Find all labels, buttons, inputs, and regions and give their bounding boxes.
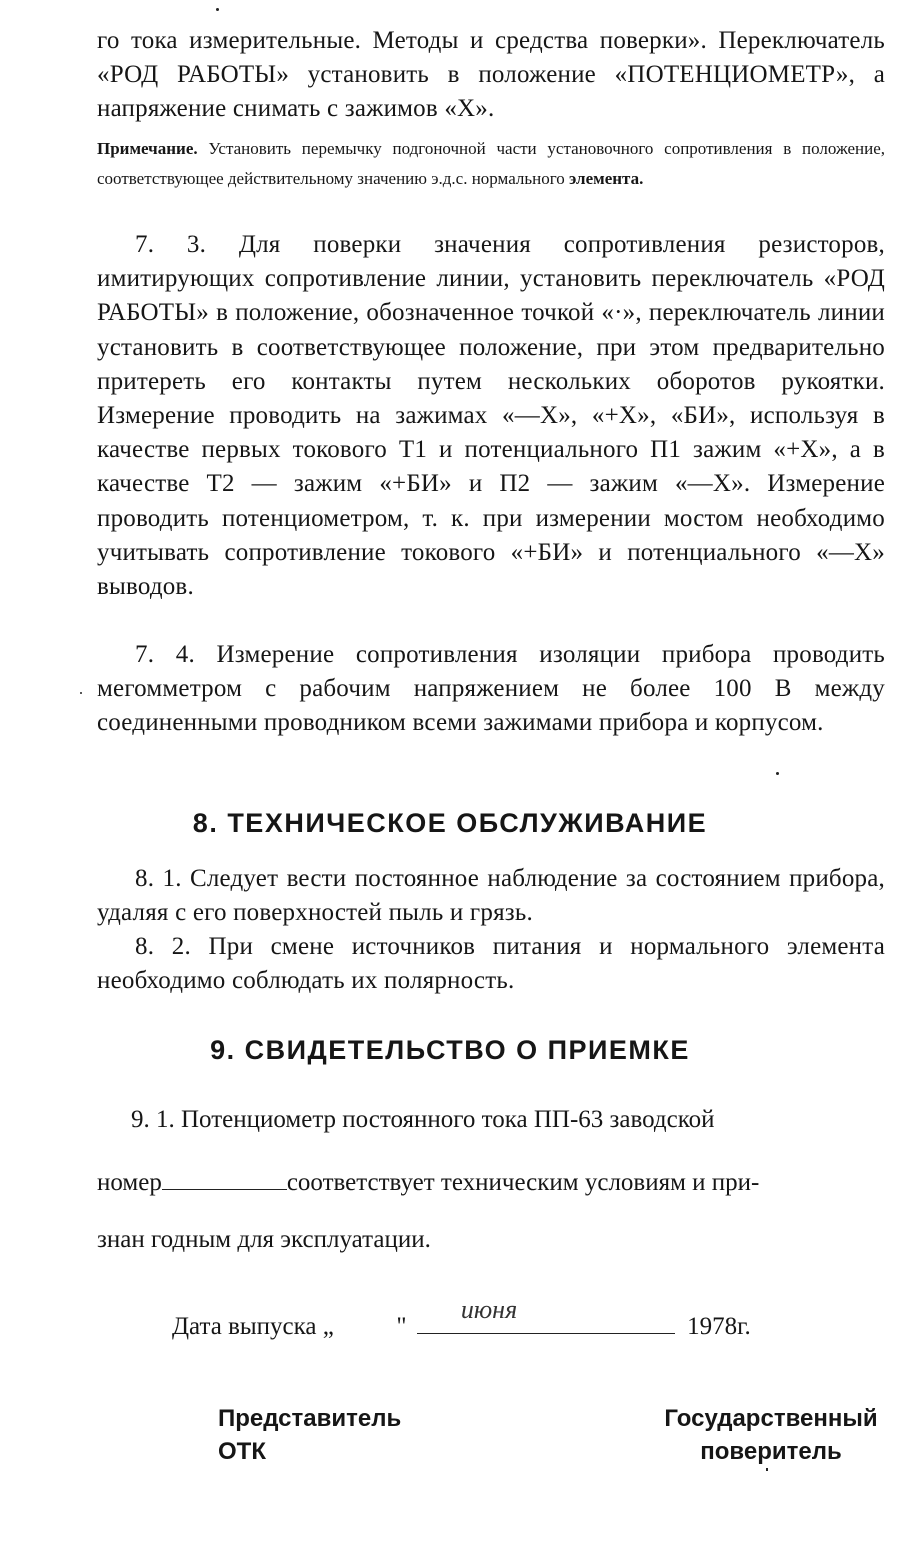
date-open-quote: " <box>396 1313 407 1340</box>
signature-otk-line2: ОТК <box>218 1438 266 1465</box>
year-suffix: г. <box>737 1313 751 1340</box>
release-month-field <box>417 1295 675 1334</box>
release-year: 1978 <box>687 1313 738 1340</box>
paragraph-8-2: 8. 2. При смене источников питания и нормального элемента необходимо соблюдать их полярность. <box>97 933 885 995</box>
paragraph-7-4: 7. 4. Измерение сопротивления изоляции прибора проводить мегомметром с рабочим напряжением не более 100 В между соединенными проводником всеми зажимами прибора и корпусом. <box>97 641 885 737</box>
note-tail: элемента. <box>569 169 644 188</box>
handwritten-month: июня <box>460 1295 518 1324</box>
note-paragraph <box>97 134 885 194</box>
signature-verifier <box>664 1402 878 1468</box>
paragraph-8-1: 8. 1. Следует вести постоянное наблюдение за состоянием прибора, удаляя с его поверхностей пыль и грязь. <box>97 865 885 927</box>
serial-number-blank <box>162 1171 287 1190</box>
signature-verifier-line1: Государственный <box>664 1405 878 1432</box>
signature-otk <box>218 1402 401 1468</box>
conformity-text: соответствует техническим условиям и при- <box>286 1169 760 1196</box>
paragraph-9-1-line2 <box>97 1169 885 1197</box>
paragraph-9-1-line1: 9. 1. Потенциометр постоянного тока ПП-63 заводской <box>131 1106 715 1133</box>
signature-otk-line1: Представитель <box>218 1405 402 1432</box>
release-date-row <box>172 1295 751 1341</box>
scan-speck <box>766 1468 768 1471</box>
scan-speck <box>776 772 779 775</box>
note-label: Примечание. <box>97 139 198 158</box>
release-date-label: Дата выпуска „ <box>172 1313 334 1340</box>
scan-speck <box>216 8 219 11</box>
signature-verifier-line2: поверитель <box>700 1438 842 1465</box>
paragraph-9-1-line3: знан годным для эксплуатации. <box>97 1226 431 1253</box>
serial-number-label: номер <box>97 1169 162 1196</box>
scan-speck <box>80 692 82 694</box>
section-heading-9: 9. СВИДЕТЕЛЬСТВО О ПРИЕМКЕ <box>210 1035 690 1065</box>
section-heading-8: 8. ТЕХНИЧЕСКОЕ ОБСЛУЖИВАНИЕ <box>192 808 708 838</box>
paragraph-continuation: го тока измерительные. Методы и средства поверки». Переключатель «РОД РАБОТЫ» установить в положение «ПОТЕНЦИОМЕТР», а напряжение снимать с зажимов «Х». <box>97 27 885 123</box>
paragraph-7-3: 7. 3. Для поверки значения сопротивления резисторов, имитирующих сопротивление линии, установить переключатель «РОД РАБОТЫ» в положение, обозначенное точкой «·», переключатель линии установить в соответствующее положение, при этом предварительно притереть его контакты путем нескольких оборотов рукоятки. Измерение проводить на зажимах «—Х», «+Х», «БИ», используя в качестве первых токового Т1 и потенциального П1 зажим «+Х», а в качестве Т2 — зажим «+БИ» и П2 — зажим «—Х». Измерение проводить потенциометром, т. к. при измерении мостом необходимо учитывать сопротивление токового «+БИ» и потенциального «—Х» выводов. <box>97 231 885 601</box>
note-text: Установить перемычку подгоночной части установочного сопротивления в положение, соответствующее действительному значению э.д.с. нормального <box>97 139 885 188</box>
